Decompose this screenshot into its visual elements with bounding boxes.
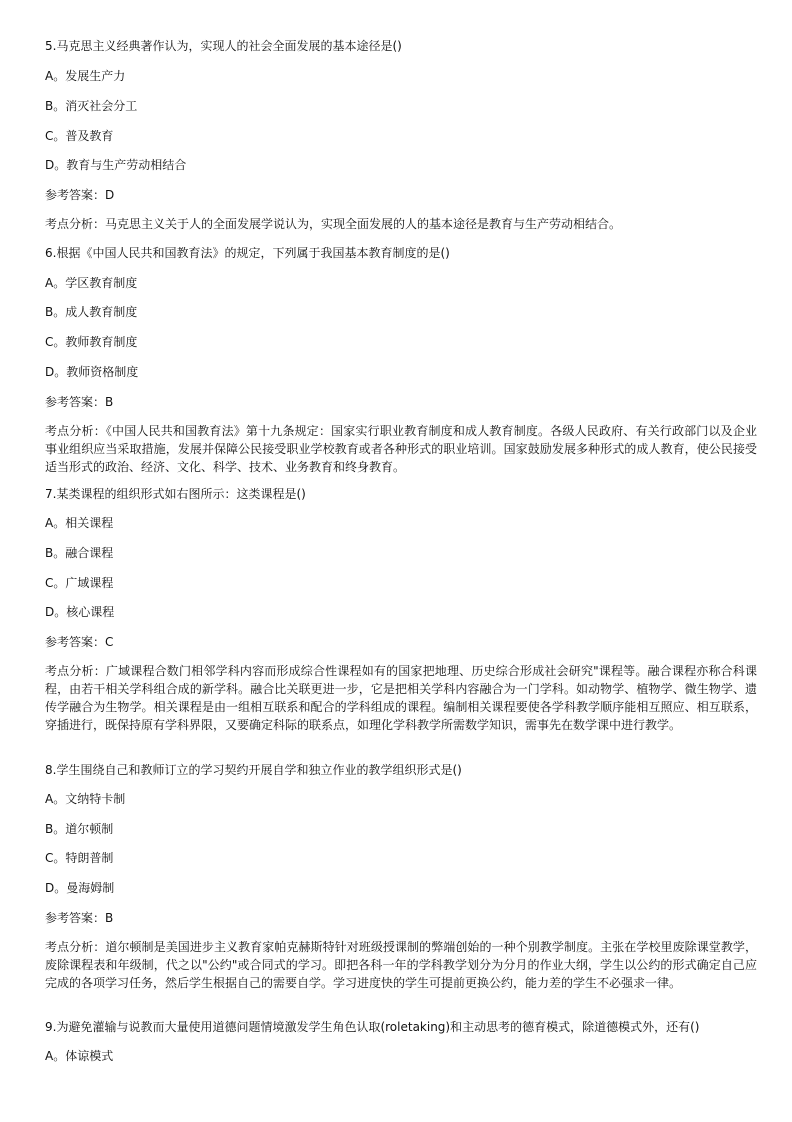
question-5-stem: 5.马克思主义经典著作认为，实现人的社会全面发展的基本途径是() [45,39,402,53]
question-8-option-c: C。特朗普制 [45,851,114,865]
question-5-option-d: D。教育与生产劳动相结合 [45,158,187,172]
question-8-option-d: D。曼海姆制 [45,881,115,895]
question-5-option-a: A。发展生产力 [45,69,126,83]
question-7-analysis: 考点分析：广域课程合数门相邻学科内容而形成综合性课程如有的国家把地理、历史综合形成社会研究"课程等。融合课程亦称合科课程，由若干相关学科组合成的新学科。融合比关联更进一步，它是把相关学科内容融合为一门学科。如动物学、植物学、微生物学、遗传学融合为生物学。相关课程是由一组相互联系和配合的学科组成的课程。编制相关课程要使各学科教学顺序能相互照应、相互联系，穿插进行，既保持原有学科界限，又要确定科际的联系点，如理化学科教学所需数学知识，需事先在数学课中进行教学。 [45,664,757,732]
question-8-option-a: A。文纳特卡制 [45,792,126,806]
question-6-answer: 参考答案：B [45,395,114,409]
question-9-option-a: A。体谅模式 [45,1049,114,1063]
question-7-answer: 参考答案：C [45,635,114,649]
question-6-option-b: B。成人教育制度 [45,305,138,319]
question-7-option-b: B。融合课程 [45,546,114,560]
question-8-answer: 参考答案：B [45,911,114,925]
question-5-answer: 参考答案：D [45,188,115,202]
question-6-analysis: 考点分析：《中国人民共和国教育法》第十九条规定：国家实行职业教育制度和成人教育制度。各级人民政府、有关行政部门以及企业事业组织应当采取措施，发展并保障公民接受职业学校教育或者各种形式的职业培训。国家鼓励发展多种形式的成人教育，使公民接受适当形式的政治、经济、文化、科学、技术、业务教育和终身教育。 [45,424,757,474]
question-8-stem: 8.学生围绕自己和教师订立的学习契约开展自学和独立作业的教学组织形式是() [45,763,462,777]
question-5-analysis: 考点分析：马克思主义关于人的全面发展学说认为，实现全面发展的人的基本途径是教育与生产劳动相结合。 [45,217,622,231]
question-7-stem: 7.某类课程的组织形式如右图所示：这类课程是() [45,487,306,501]
question-8-analysis: 考点分析：道尔顿制是美国进步主义教育家帕克赫斯特针对班级授课制的弊端创始的一种个别教学制度。主张在学校里废除课堂教学，废除课程表和年级制，代之以"公约"或合同式的学习。即把各科一年的学科教学划分为分月的作业大纲，学生以公约的形式确定自己应完成的各项学习任务，然后学生根据自己的需要自学。学习进度快的学生可提前更换公约，能力差的学生不必强求一律。 [45,940,757,990]
question-7-option-d: D。核心课程 [45,605,115,619]
question-8-option-b: B。道尔顿制 [45,822,114,836]
question-6-stem: 6.根据《中国人民共和国教育法》的规定，下列属于我国基本教育制度的是() [45,246,450,260]
question-6-option-a: A。学区教育制度 [45,276,138,290]
question-7-option-c: C。广域课程 [45,576,114,590]
question-6-option-d: D。教师资格制度 [45,365,139,379]
question-6-option-c: C。教师教育制度 [45,335,138,349]
question-7-option-a: A。相关课程 [45,516,114,530]
question-9-stem: 9.为避免灌输与说教而大量使用道德问题情境激发学生角色认取(roletaking)和主动思考的德育模式，除道德模式外，还有() [45,1020,700,1034]
question-5-option-b: B。消灭社会分工 [45,99,138,113]
question-5-option-c: C。普及教育 [45,129,114,143]
